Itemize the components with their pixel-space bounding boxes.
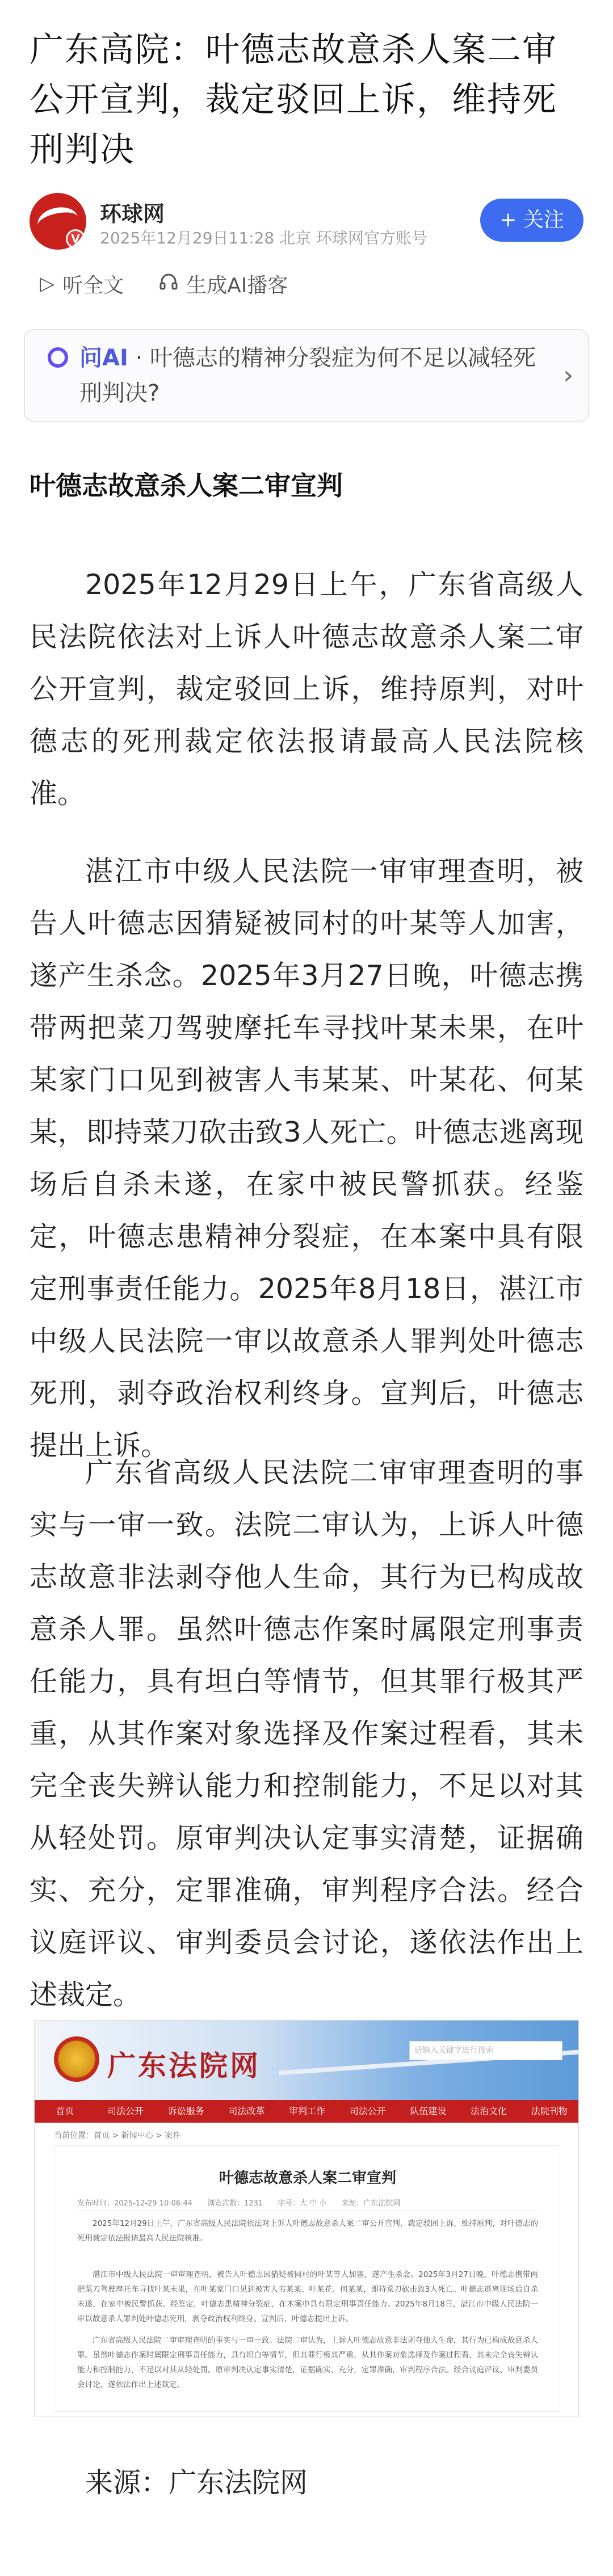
listen-button[interactable] [40, 270, 124, 298]
court-nav-item: 首页 [56, 2106, 74, 2116]
chevron-right-icon: › [563, 361, 573, 390]
court-article-meta: 发布时间：2025-12-29 10:06:44 浏览次数：1231 字号：大 中 小 来源：广东法院网 [77, 2199, 401, 2208]
court-article-paragraph: 广东省高级人民法院二审审理查明的事实与一审一致。法院二审认为，上诉人叶德志故意非法剥夺他人生命，其行为已构成故意杀人罪。虽然叶德志作案时属限定刑事责任能力，具有坦白等情节，但其罪行极其严重，从其作案对象选择及作案过程看，其未完全丧失辨认能力和控制能力，不足以对其从轻处罚。原审判决认定事实清楚，证据确实、充分，定罪准确，审判程序合法。经合议庭评议、审判委员会讨论，遂依法作出上述裁定。 [77, 2336, 538, 2389]
headphones-icon [159, 272, 178, 296]
ai-separator: · [135, 345, 143, 371]
ai-podcast-button[interactable] [159, 270, 288, 298]
ai-question-text [79, 340, 545, 411]
body-paragraph: 2025年12月29日上午，广东省高级人民法院依法对上诉人叶德志故意杀人案二审公开宣判，裁定驳回上诉，维持原判，对叶德志的死刑裁定依法报请最高人民法院核准。 [30, 569, 583, 810]
body-paragraph: 广东省高级人民法院二审审理查明的事实与一审一致。法院二审认为，上诉人叶德志故意非法剥夺他人生命，其行为已构成故意杀人罪。虽然叶德志作案时属限定刑事责任能力，具有坦白等情节，但其罪行极其严重，从其作案对象选择及作案过程看，其未完全丧失辨认能力和控制能力，不足以对其从轻处罚。原审判决认定事实清楚，证据确实、充分，定罪准确，审判程序合法。经合议庭评议、审判委员会讨论，遂依法作出上述裁定。 [30, 1457, 583, 2011]
ask-ai-card[interactable] [24, 329, 589, 422]
ai-brand-label: 问AI [79, 345, 128, 371]
publish-meta: 2025年12月29日11:28 北京 环球网官方账号 [100, 229, 428, 247]
play-icon: ▷ [40, 272, 55, 295]
court-nav-item: 司法公开 [349, 2106, 386, 2116]
court-site-logo: 广东法院网 [107, 2049, 261, 2082]
section-title: 叶德志故意杀人案二审宣判 [30, 470, 343, 501]
listen-label: 听全文 [62, 273, 124, 297]
body-paragraph: 湛江市中级人民法院一审审理查明，被告人叶德志因猜疑被同村的叶某等人加害，遂产生杀念。2025年3月27日晚，叶德志携带两把菜刀驾驶摩托车寻找叶某未果，在叶某家门口见到被害人韦某某、叶某花、何某某，即持菜刀砍击致3人死亡。叶德志逃离现场后自杀未遂，在家中被民警抓获。经鉴定，叶德志患精神分裂症，在本案中具有限定刑事责任能力。2025年8月18日，湛江市中级人民法院一审以故意杀人罪判处叶德志死刑，剥夺政治权利终身。宣判后，叶德志提出上诉。 [30, 855, 583, 1462]
court-site-search: 请输入关键字进行搜索 [409, 2041, 562, 2060]
article-title: 广东高院：叶德志故意杀人案二审公开宣判，裁定驳回上诉，维持死刑判决 [30, 30, 557, 170]
court-nav-item: 司法公开 [107, 2106, 144, 2116]
court-article-panel [54, 2145, 560, 2412]
court-site-breadcrumb: 当前位置：首页 > 新闻中心 > 案件 [54, 2131, 181, 2140]
court-emblem-icon [54, 2036, 99, 2082]
author-avatar[interactable] [30, 193, 86, 250]
court-nav-item: 法治文化 [471, 2106, 507, 2116]
court-nav-item: 诉讼服务 [167, 2106, 204, 2116]
court-nav-item: 法院刊物 [531, 2106, 568, 2116]
article-source: 来源：广东法院网 [85, 2466, 308, 2499]
ai-podcast-label: 生成AI播客 [186, 273, 288, 297]
follow-button[interactable]: + 关注 [480, 199, 583, 242]
court-website-screenshot[interactable] [34, 2020, 579, 2417]
court-article-paragraph: 湛江市中级人民法院一审审理查明，被告人叶德志因猜疑被同村的叶某等人加害，遂产生杀念。2025年3月27日晚，叶德志携带两把菜刀驾驶摩托车寻找叶某未果，在叶某家门口见到被害人韦某某、叶某花、何某某，即持菜刀砍击致3人死亡。叶德志逃离现场后自杀未遂，在家中被民警抓获。经鉴定，叶德志患精神分裂症，在本案中具有限定刑事责任能力。2025年8月18日，湛江市中级人民法院一审以故意杀人罪判处叶德志死刑，剥夺政治权利终身。宣判后，叶德志提出上诉。 [77, 2270, 538, 2324]
ai-question: 叶德志的精神分裂症为何不足以减轻死刑判决? [79, 345, 536, 406]
author-name[interactable]: 环球网 [100, 201, 165, 226]
court-article-title: 叶德志故意杀人案二审宣判 [219, 2170, 396, 2187]
ai-ring-icon [48, 347, 68, 368]
court-site-banner [35, 2021, 579, 2100]
article-toolbar [40, 267, 323, 301]
court-article-paragraph: 2025年12月29日上午，广东省高级人民法院依法对上诉人叶德志故意杀人案二审公开宣判，裁定驳回上诉，维持原判，对叶德志的死刑裁定依法报请最高人民法院核准。 [77, 2219, 538, 2243]
court-nav-item: 队伍建设 [410, 2106, 447, 2116]
verified-badge: V [66, 229, 85, 249]
court-site-nav [35, 2100, 579, 2123]
author-bar [30, 193, 583, 255]
court-nav-item: 审判工作 [289, 2106, 326, 2116]
court-nav-item: 司法改革 [228, 2106, 265, 2116]
